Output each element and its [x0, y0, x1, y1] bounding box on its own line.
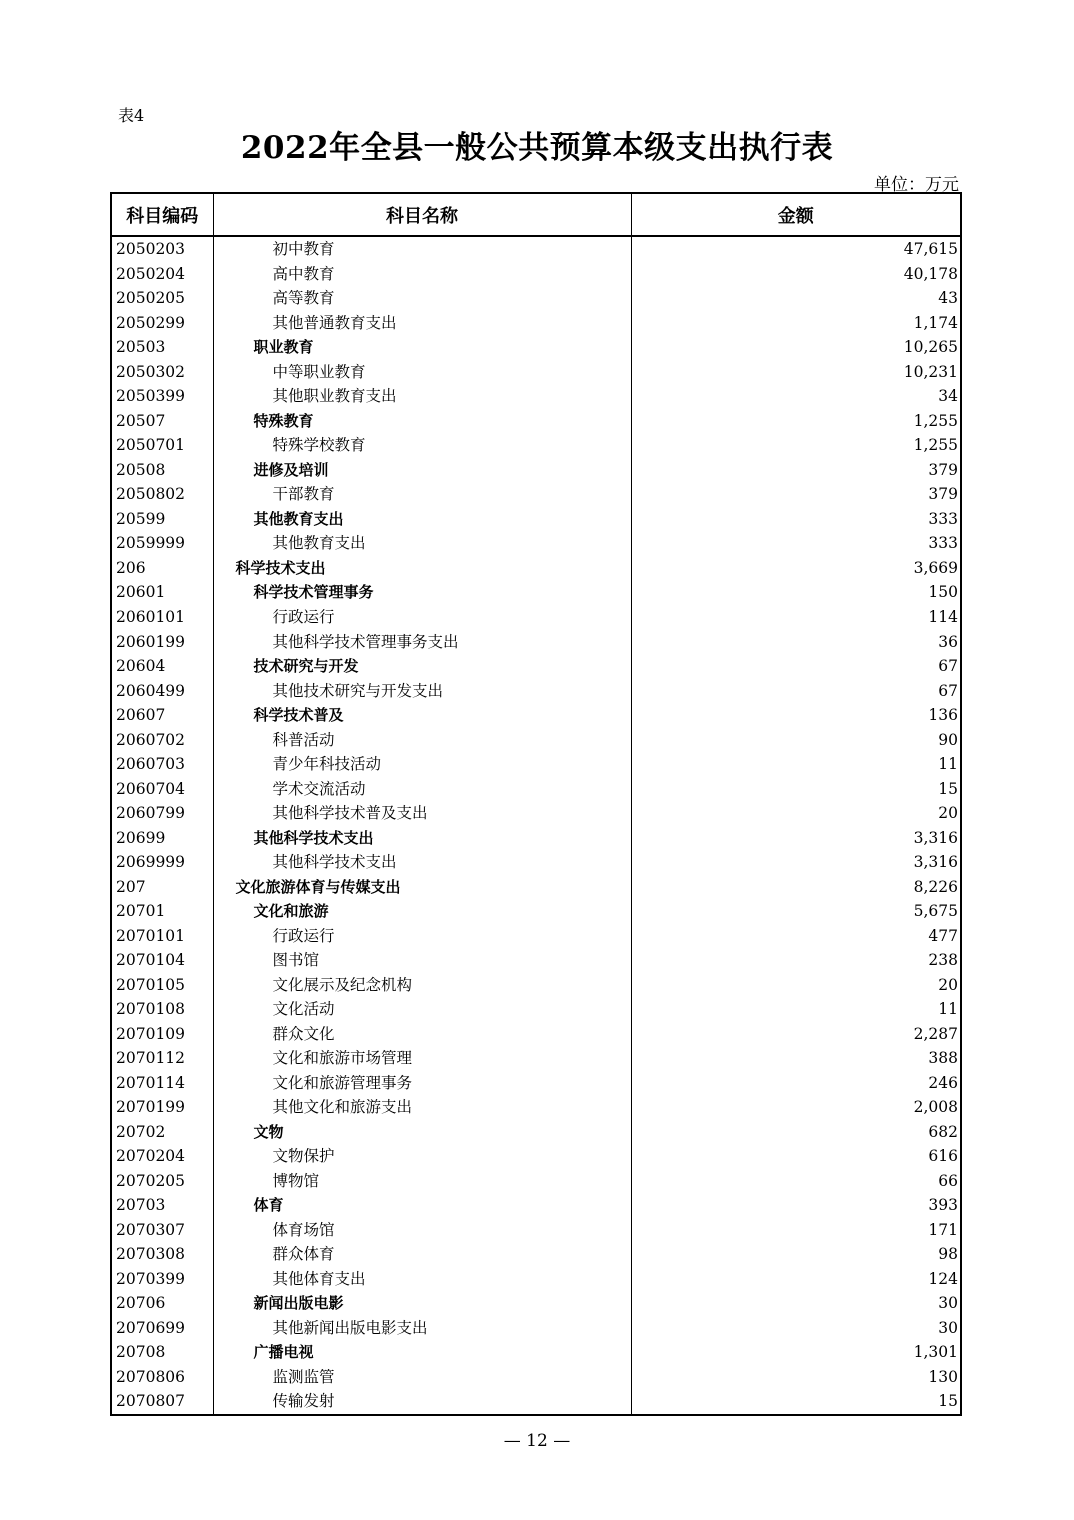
table-row [111, 776, 961, 801]
row-amount-cell: 40,178 [631, 262, 961, 287]
row-code-cell: 2050701 [111, 433, 213, 458]
row-name-cell: 群众体育 [213, 1242, 631, 1267]
header-name: 科目名称 [213, 193, 631, 236]
row-name-cell: 体育场馆 [213, 1218, 631, 1243]
header-amount: 金额 [631, 193, 961, 236]
row-code-cell: 2070399 [111, 1267, 213, 1292]
row-name-cell: 高等教育 [213, 286, 631, 311]
row-amount-cell: 10,265 [631, 335, 961, 360]
row-name-cell: 进修及培训 [213, 458, 631, 483]
row-code-cell: 2060704 [111, 776, 213, 801]
row-amount-cell: 150 [631, 580, 961, 605]
table-row [111, 556, 961, 581]
table-row [111, 360, 961, 385]
table-row [111, 923, 961, 948]
row-name-cell: 文化和旅游管理事务 [213, 1071, 631, 1096]
row-amount-cell: 114 [631, 605, 961, 630]
row-code-cell: 2070205 [111, 1169, 213, 1194]
row-code-cell: 2070105 [111, 972, 213, 997]
row-amount-cell: 124 [631, 1267, 961, 1292]
row-name-cell: 文化旅游体育与传媒支出 [213, 874, 631, 899]
row-amount-cell: 130 [631, 1365, 961, 1390]
row-code-cell: 2050802 [111, 482, 213, 507]
row-code-cell: 2060101 [111, 605, 213, 630]
row-code-cell: 2050203 [111, 236, 213, 262]
row-code-cell: 20503 [111, 335, 213, 360]
table-row [111, 825, 961, 850]
table-row [111, 899, 961, 924]
table-row [111, 580, 961, 605]
table-row [111, 1120, 961, 1145]
row-name-cell: 青少年科技活动 [213, 752, 631, 777]
row-name-cell: 文化和旅游 [213, 899, 631, 924]
row-amount-cell: 11 [631, 752, 961, 777]
row-amount-cell: 682 [631, 1120, 961, 1145]
row-amount-cell: 379 [631, 482, 961, 507]
row-name-cell: 其他技术研究与开发支出 [213, 678, 631, 703]
row-name-cell: 干部教育 [213, 482, 631, 507]
table-row [111, 605, 961, 630]
row-amount-cell: 1,301 [631, 1340, 961, 1365]
table-row [111, 482, 961, 507]
table-row [111, 629, 961, 654]
row-name-cell: 新闻出版电影 [213, 1291, 631, 1316]
row-amount-cell: 43 [631, 286, 961, 311]
table-header-row [111, 193, 961, 236]
table-row [111, 727, 961, 752]
row-amount-cell: 1,255 [631, 433, 961, 458]
row-code-cell: 2059999 [111, 531, 213, 556]
row-name-cell: 其他科学技术普及支出 [213, 801, 631, 826]
row-name-cell: 图书馆 [213, 948, 631, 973]
row-amount-cell: 34 [631, 384, 961, 409]
row-name-cell: 特殊学校教育 [213, 433, 631, 458]
budget-table [110, 192, 962, 1416]
row-amount-cell: 20 [631, 972, 961, 997]
row-amount-cell: 5,675 [631, 899, 961, 924]
row-amount-cell: 136 [631, 703, 961, 728]
row-name-cell: 其他科学技术支出 [213, 850, 631, 875]
row-name-cell: 科学技术管理事务 [213, 580, 631, 605]
table-row [111, 874, 961, 899]
table-label: 表4 [118, 106, 145, 125]
table-row [111, 335, 961, 360]
row-amount-cell: 2,008 [631, 1095, 961, 1120]
table-row [111, 654, 961, 679]
row-amount-cell: 36 [631, 629, 961, 654]
table-row [111, 850, 961, 875]
row-name-cell: 特殊教育 [213, 409, 631, 434]
row-name-cell: 监测监管 [213, 1365, 631, 1390]
table-row [111, 1095, 961, 1120]
row-code-cell: 20607 [111, 703, 213, 728]
row-amount-cell: 3,316 [631, 850, 961, 875]
row-amount-cell: 30 [631, 1291, 961, 1316]
table-row [111, 1218, 961, 1243]
row-amount-cell: 393 [631, 1193, 961, 1218]
row-name-cell: 其他教育支出 [213, 507, 631, 532]
row-name-cell: 学术交流活动 [213, 776, 631, 801]
row-name-cell: 初中教育 [213, 236, 631, 262]
row-code-cell: 20601 [111, 580, 213, 605]
row-code-cell: 2050299 [111, 311, 213, 336]
row-amount-cell: 616 [631, 1144, 961, 1169]
row-amount-cell: 1,255 [631, 409, 961, 434]
row-name-cell: 体育 [213, 1193, 631, 1218]
row-code-cell: 2070108 [111, 997, 213, 1022]
row-name-cell: 传输发射 [213, 1389, 631, 1415]
table-row [111, 531, 961, 556]
page-number: — 12 — [503, 1431, 571, 1451]
row-code-cell: 20708 [111, 1340, 213, 1365]
row-code-cell: 2070806 [111, 1365, 213, 1390]
row-name-cell: 其他文化和旅游支出 [213, 1095, 631, 1120]
row-amount-cell: 10,231 [631, 360, 961, 385]
row-name-cell: 其他新闻出版电影支出 [213, 1316, 631, 1341]
row-name-cell: 科学技术普及 [213, 703, 631, 728]
table-row [111, 1389, 961, 1415]
row-amount-cell: 98 [631, 1242, 961, 1267]
table-row [111, 678, 961, 703]
row-code-cell: 2050205 [111, 286, 213, 311]
row-name-cell: 其他教育支出 [213, 531, 631, 556]
row-name-cell: 其他体育支出 [213, 1267, 631, 1292]
row-code-cell: 2070199 [111, 1095, 213, 1120]
row-code-cell: 20604 [111, 654, 213, 679]
table-row [111, 1169, 961, 1194]
row-amount-cell: 379 [631, 458, 961, 483]
table-row [111, 458, 961, 483]
page-title: 2022年全县一般公共预算本级支出执行表 [240, 130, 834, 166]
row-name-cell: 职业教育 [213, 335, 631, 360]
row-code-cell: 2060703 [111, 752, 213, 777]
table-row [111, 1144, 961, 1169]
row-code-cell: 2070112 [111, 1046, 213, 1071]
row-code-cell: 20701 [111, 899, 213, 924]
row-name-cell: 文化展示及纪念机构 [213, 972, 631, 997]
row-amount-cell: 8,226 [631, 874, 961, 899]
row-code-cell: 2060702 [111, 727, 213, 752]
row-name-cell: 行政运行 [213, 605, 631, 630]
row-name-cell: 博物馆 [213, 1169, 631, 1194]
table-row [111, 1071, 961, 1096]
row-amount-cell: 90 [631, 727, 961, 752]
table-row [111, 1046, 961, 1071]
table-row [111, 703, 961, 728]
row-code-cell: 2070114 [111, 1071, 213, 1096]
table-row [111, 1022, 961, 1047]
row-amount-cell: 47,615 [631, 236, 961, 262]
row-amount-cell: 238 [631, 948, 961, 973]
row-name-cell: 文化和旅游市场管理 [213, 1046, 631, 1071]
table-row [111, 433, 961, 458]
table-row [111, 236, 961, 262]
table-row [111, 384, 961, 409]
row-name-cell: 其他普通教育支出 [213, 311, 631, 336]
table-row [111, 262, 961, 287]
table-row [111, 1291, 961, 1316]
row-amount-cell: 67 [631, 678, 961, 703]
row-name-cell: 科学技术支出 [213, 556, 631, 581]
table-row [111, 752, 961, 777]
table-row [111, 507, 961, 532]
row-code-cell: 20507 [111, 409, 213, 434]
row-amount-cell: 3,669 [631, 556, 961, 581]
row-code-cell: 20703 [111, 1193, 213, 1218]
row-name-cell: 广播电视 [213, 1340, 631, 1365]
row-code-cell: 2070204 [111, 1144, 213, 1169]
row-name-cell: 科普活动 [213, 727, 631, 752]
row-amount-cell: 20 [631, 801, 961, 826]
row-name-cell: 群众文化 [213, 1022, 631, 1047]
row-code-cell: 2060499 [111, 678, 213, 703]
row-amount-cell: 66 [631, 1169, 961, 1194]
row-amount-cell: 3,316 [631, 825, 961, 850]
row-amount-cell: 15 [631, 1389, 961, 1415]
table-row [111, 997, 961, 1022]
row-code-cell: 2069999 [111, 850, 213, 875]
row-code-cell: 20699 [111, 825, 213, 850]
row-amount-cell: 246 [631, 1071, 961, 1096]
table-row [111, 1365, 961, 1390]
table-row [111, 409, 961, 434]
table-row [111, 948, 961, 973]
row-code-cell: 20706 [111, 1291, 213, 1316]
row-amount-cell: 15 [631, 776, 961, 801]
table-row [111, 286, 961, 311]
table-row [111, 1267, 961, 1292]
row-code-cell: 20599 [111, 507, 213, 532]
table-row [111, 1193, 961, 1218]
table-row [111, 1316, 961, 1341]
row-amount-cell: 1,174 [631, 311, 961, 336]
row-amount-cell: 11 [631, 997, 961, 1022]
row-amount-cell: 333 [631, 507, 961, 532]
row-name-cell: 其他科学技术管理事务支出 [213, 629, 631, 654]
row-name-cell: 文化活动 [213, 997, 631, 1022]
row-code-cell: 207 [111, 874, 213, 899]
table-row [111, 1242, 961, 1267]
row-code-cell: 20702 [111, 1120, 213, 1145]
row-name-cell: 其他科学技术支出 [213, 825, 631, 850]
row-amount-cell: 477 [631, 923, 961, 948]
row-name-cell: 技术研究与开发 [213, 654, 631, 679]
unit-note: 单位：万元 [874, 175, 959, 195]
row-code-cell: 2070308 [111, 1242, 213, 1267]
table-row [111, 1340, 961, 1365]
row-amount-cell: 333 [631, 531, 961, 556]
row-code-cell: 2050302 [111, 360, 213, 385]
row-code-cell: 2050204 [111, 262, 213, 287]
table-body [111, 236, 961, 1415]
table-row [111, 311, 961, 336]
row-code-cell: 20508 [111, 458, 213, 483]
row-code-cell: 2070104 [111, 948, 213, 973]
row-code-cell: 2060799 [111, 801, 213, 826]
row-amount-cell: 67 [631, 654, 961, 679]
header-code: 科目编码 [111, 193, 213, 236]
row-amount-cell: 171 [631, 1218, 961, 1243]
table-row [111, 972, 961, 997]
row-code-cell: 2050399 [111, 384, 213, 409]
row-code-cell: 2070699 [111, 1316, 213, 1341]
row-name-cell: 中等职业教育 [213, 360, 631, 385]
row-code-cell: 2070807 [111, 1389, 213, 1415]
row-name-cell: 文物 [213, 1120, 631, 1145]
row-code-cell: 206 [111, 556, 213, 581]
row-code-cell: 2060199 [111, 629, 213, 654]
table-row [111, 801, 961, 826]
row-code-cell: 2070109 [111, 1022, 213, 1047]
row-name-cell: 高中教育 [213, 262, 631, 287]
row-amount-cell: 2,287 [631, 1022, 961, 1047]
row-amount-cell: 388 [631, 1046, 961, 1071]
row-name-cell: 其他职业教育支出 [213, 384, 631, 409]
row-name-cell: 行政运行 [213, 923, 631, 948]
row-name-cell: 文物保护 [213, 1144, 631, 1169]
row-code-cell: 2070101 [111, 923, 213, 948]
row-code-cell: 2070307 [111, 1218, 213, 1243]
row-amount-cell: 30 [631, 1316, 961, 1341]
